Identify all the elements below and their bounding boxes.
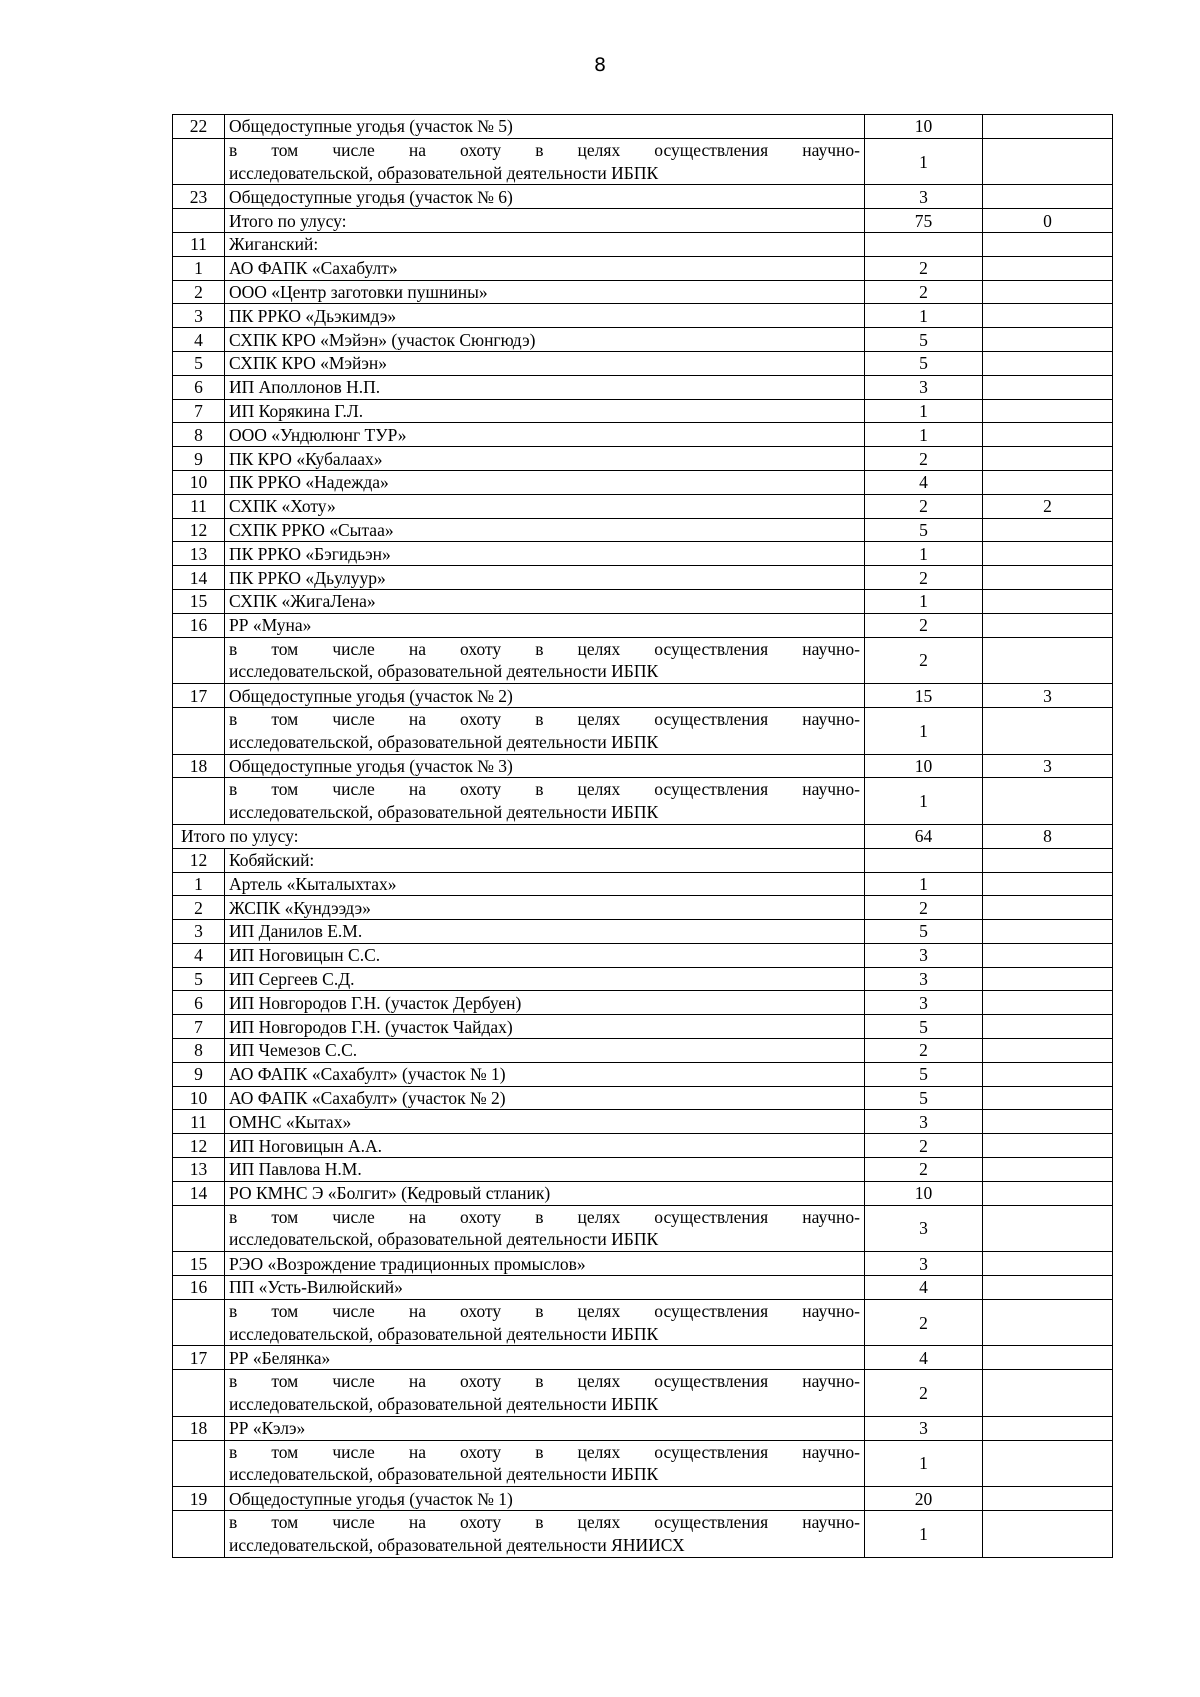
row-number: 1 (173, 872, 225, 896)
row-value-1: 5 (865, 518, 983, 542)
row-number: 16 (173, 1276, 225, 1300)
row-name: ИП Сергеев С.Д. (225, 967, 865, 991)
row-name: ПК РРКО «Дьулуур» (225, 566, 865, 590)
row-number: 5 (173, 351, 225, 375)
subtext-line-2: исследовательской, образовательной деятельности ИБПК (229, 1394, 659, 1415)
row-value-2 (983, 351, 1113, 375)
row-value-2: 0 (983, 209, 1113, 233)
row-name: РР «Кэлэ» (225, 1416, 865, 1440)
table-row (173, 328, 1113, 352)
row-number: 17 (173, 684, 225, 708)
row-value-1: 20 (865, 1487, 983, 1511)
table-subrow (173, 707, 1113, 754)
row-name: ИП Аполлонов Н.П. (225, 375, 865, 399)
table-row (173, 1062, 1113, 1086)
row-value-1: 3 (865, 375, 983, 399)
table-row (173, 375, 1113, 399)
row-subtext (225, 637, 865, 684)
row-name: Итого по улусу: (225, 209, 865, 233)
row-number: 6 (173, 375, 225, 399)
row-number (173, 1205, 225, 1252)
table-row (173, 185, 1113, 209)
row-value-1: 3 (865, 1252, 983, 1276)
subtext-line-1: в том числе на охоту в целях осуществления научно- (229, 1371, 860, 1392)
row-number: 4 (173, 943, 225, 967)
row-name: Артель «Кыталыхтах» (225, 872, 865, 896)
row-value-2 (983, 280, 1113, 304)
subtext-line-1: в том числе на охоту в целях осуществления научно- (229, 139, 860, 160)
row-number: 7 (173, 1015, 225, 1039)
row-value-2 (983, 1039, 1113, 1063)
row-name: ЖСПК «Кундээдэ» (225, 896, 865, 920)
row-name: СХПК КРО «Мэйэн» (225, 351, 865, 375)
row-value-1: 3 (865, 967, 983, 991)
row-value-2 (983, 518, 1113, 542)
row-name: РЭО «Возрождение традиционных промыслов» (225, 1252, 865, 1276)
table-row (173, 1416, 1113, 1440)
row-number: 22 (173, 115, 225, 139)
row-value-2 (983, 1015, 1113, 1039)
table-row (173, 1276, 1113, 1300)
table-row (173, 589, 1113, 613)
quota-table (172, 114, 1113, 1558)
row-value-2 (983, 1205, 1113, 1252)
row-value-2 (983, 920, 1113, 944)
row-value-1: 2 (865, 1039, 983, 1063)
row-number: 11 (173, 494, 225, 518)
row-value-1 (865, 848, 983, 872)
row-number (173, 1370, 225, 1417)
row-value-1: 75 (865, 209, 983, 233)
row-name: Общедоступные угодья (участок № 2) (225, 684, 865, 708)
row-value-2 (983, 115, 1113, 139)
table-row (173, 399, 1113, 423)
row-value-1: 2 (865, 896, 983, 920)
row-value-1 (865, 232, 983, 256)
table-subrow (173, 1511, 1113, 1558)
table-row (173, 1252, 1113, 1276)
row-number (173, 1440, 225, 1487)
row-subtext (225, 1299, 865, 1346)
row-value-1: 4 (865, 470, 983, 494)
row-value-1: 5 (865, 920, 983, 944)
row-value-1: 5 (865, 351, 983, 375)
row-subtext (225, 138, 865, 185)
subtext-line-1: в том числе на охоту в целях осуществления научно- (229, 1206, 860, 1227)
row-number: 23 (173, 185, 225, 209)
row-value-1: 1 (865, 423, 983, 447)
row-name: СХПК «ЖигаЛена» (225, 589, 865, 613)
row-number: 5 (173, 967, 225, 991)
row-value-1: 2 (865, 1370, 983, 1417)
row-name: ООО «Центр заготовки пушнины» (225, 280, 865, 304)
row-value-1: 2 (865, 256, 983, 280)
row-name: ПК РРКО «Дьэкимдэ» (225, 304, 865, 328)
row-value-1: 2 (865, 494, 983, 518)
row-name: ПК РРКО «Бэгидьэн» (225, 542, 865, 566)
row-subtext (225, 707, 865, 754)
row-value-2 (983, 1511, 1113, 1558)
row-subtext (225, 1370, 865, 1417)
table-row (173, 1346, 1113, 1370)
row-number: 17 (173, 1346, 225, 1370)
table-row (173, 232, 1113, 256)
row-value-1: 4 (865, 1346, 983, 1370)
table-subrow (173, 1440, 1113, 1487)
row-name: РР «Белянка» (225, 1346, 865, 1370)
row-value-1: 1 (865, 1440, 983, 1487)
table-row (173, 542, 1113, 566)
row-value-2 (983, 1416, 1113, 1440)
row-value-2 (983, 1276, 1113, 1300)
row-number (173, 637, 225, 684)
row-value-1: 1 (865, 399, 983, 423)
row-value-1: 5 (865, 1062, 983, 1086)
row-value-1: 5 (865, 1015, 983, 1039)
table-subrow (173, 138, 1113, 185)
row-value-1: 10 (865, 115, 983, 139)
row-value-2 (983, 613, 1113, 637)
row-value-1: 2 (865, 1299, 983, 1346)
row-value-2 (983, 185, 1113, 209)
row-value-1: 2 (865, 566, 983, 590)
subtext-line-2: исследовательской, образовательной деятельности ЯНИИСХ (229, 1534, 685, 1555)
row-value-1: 64 (865, 824, 983, 848)
row-name: Жиганский: (225, 232, 865, 256)
row-value-2 (983, 470, 1113, 494)
row-number: 15 (173, 589, 225, 613)
row-value-2 (983, 542, 1113, 566)
table-row (173, 447, 1113, 471)
table-subrow (173, 1205, 1113, 1252)
row-number: 3 (173, 304, 225, 328)
subtext-line-2: исследовательской, образовательной деятельности ИБПК (229, 731, 659, 752)
table-row (173, 967, 1113, 991)
row-name: Общедоступные угодья (участок № 6) (225, 185, 865, 209)
row-value-2 (983, 375, 1113, 399)
row-number: 2 (173, 896, 225, 920)
row-value-2 (983, 1252, 1113, 1276)
row-value-2 (983, 1487, 1113, 1511)
table-row (173, 256, 1113, 280)
row-name: ИП Данилов Е.М. (225, 920, 865, 944)
subtext-line-2: исследовательской, образовательной деятельности ИБПК (229, 661, 659, 682)
row-name: ИП Чемезов С.С. (225, 1039, 865, 1063)
table-row (173, 1110, 1113, 1134)
row-value-2 (983, 848, 1113, 872)
subtext-line-1: в том числе на охоту в целях осуществления научно- (229, 1512, 860, 1533)
row-name: ИП Новгородов Г.Н. (участок Чайдах) (225, 1015, 865, 1039)
table-row (173, 566, 1113, 590)
row-value-2 (983, 872, 1113, 896)
row-value-1: 2 (865, 280, 983, 304)
row-value-1: 10 (865, 754, 983, 778)
row-name: ИП Корякина Г.Л. (225, 399, 865, 423)
row-name: ПП «Усть-Вилюйский» (225, 1276, 865, 1300)
row-name: АО ФАПК «Сахабулт» (участок № 2) (225, 1086, 865, 1110)
row-value-2 (983, 896, 1113, 920)
row-number (173, 138, 225, 185)
table-row (173, 423, 1113, 447)
row-value-1: 3 (865, 991, 983, 1015)
row-name: РР «Муна» (225, 613, 865, 637)
row-value-2 (983, 967, 1113, 991)
row-number (173, 1511, 225, 1558)
row-value-2 (983, 943, 1113, 967)
row-value-2 (983, 778, 1113, 825)
row-value-2 (983, 707, 1113, 754)
row-name: Кобяйский: (225, 848, 865, 872)
row-name: ИП Ноговицын А.А. (225, 1134, 865, 1158)
table-row (173, 920, 1113, 944)
row-value-2: 3 (983, 754, 1113, 778)
row-value-2 (983, 1299, 1113, 1346)
row-value-2 (983, 1158, 1113, 1182)
table-row (173, 943, 1113, 967)
subtext-line-1: в том числе на охоту в целях осуществления научно- (229, 638, 860, 659)
table-row (173, 470, 1113, 494)
table-row (173, 304, 1113, 328)
table-row (173, 518, 1113, 542)
table-row (173, 1158, 1113, 1182)
table-row (173, 848, 1113, 872)
row-value-2 (983, 399, 1113, 423)
row-value-2 (983, 232, 1113, 256)
row-name: ИП Павлова Н.М. (225, 1158, 865, 1182)
row-number: 4 (173, 328, 225, 352)
row-name: ИП Ноговицын С.С. (225, 943, 865, 967)
row-value-1: 1 (865, 778, 983, 825)
row-name: АО ФАПК «Сахабулт» (участок № 1) (225, 1062, 865, 1086)
table-row (173, 1086, 1113, 1110)
row-value-1: 3 (865, 1416, 983, 1440)
row-value-1: 3 (865, 1205, 983, 1252)
row-value-1: 2 (865, 637, 983, 684)
row-value-1: 1 (865, 1511, 983, 1558)
row-value-1: 1 (865, 589, 983, 613)
subtext-line-2: исследовательской, образовательной деятельности ИБПК (229, 1464, 659, 1485)
row-number: 6 (173, 991, 225, 1015)
row-value-1: 3 (865, 943, 983, 967)
subtext-line-2: исследовательской, образовательной деятельности ИБПК (229, 802, 659, 823)
row-value-2: 2 (983, 494, 1113, 518)
table-row (173, 613, 1113, 637)
row-number: 13 (173, 542, 225, 566)
table-row (173, 115, 1113, 139)
table-subrow (173, 1299, 1113, 1346)
table-body (173, 115, 1113, 1558)
row-value-2 (983, 1062, 1113, 1086)
row-value-2 (983, 566, 1113, 590)
row-name: ПК КРО «Кубалаах» (225, 447, 865, 471)
table-row (173, 1039, 1113, 1063)
row-value-1: 1 (865, 138, 983, 185)
row-value-1: 4 (865, 1276, 983, 1300)
row-value-1: 10 (865, 1181, 983, 1205)
row-value-2 (983, 328, 1113, 352)
row-name: РО КМНС Э «Болгит» (Кедровый стланик) (225, 1181, 865, 1205)
table-row (173, 1487, 1113, 1511)
row-value-1: 2 (865, 1158, 983, 1182)
subtext-line-1: в том числе на охоту в целях осуществления научно- (229, 1300, 860, 1321)
row-value-2 (983, 1370, 1113, 1417)
table-row (173, 494, 1113, 518)
row-value-2 (983, 447, 1113, 471)
row-number: 18 (173, 1416, 225, 1440)
table-row (173, 872, 1113, 896)
subtext-line-2: исследовательской, образовательной деятельности ИБПК (229, 162, 659, 183)
row-subtext (225, 1440, 865, 1487)
row-name: СХПК «Хоту» (225, 494, 865, 518)
row-number: 2 (173, 280, 225, 304)
row-value-1: 1 (865, 304, 983, 328)
row-value-2 (983, 637, 1113, 684)
table-row (173, 896, 1113, 920)
row-number: 12 (173, 848, 225, 872)
row-value-2 (983, 1086, 1113, 1110)
row-value-1: 2 (865, 613, 983, 637)
table-row (173, 209, 1113, 233)
row-value-2 (983, 1181, 1113, 1205)
row-value-2 (983, 1346, 1113, 1370)
table-subrow (173, 778, 1113, 825)
row-number: 8 (173, 1039, 225, 1063)
row-value-1: 15 (865, 684, 983, 708)
row-number: 16 (173, 613, 225, 637)
row-number: 11 (173, 1110, 225, 1134)
row-name: АО ФАПК «Сахабулт» (225, 256, 865, 280)
row-number: 10 (173, 470, 225, 494)
table-row (173, 1134, 1113, 1158)
subtext-line-1: в том числе на охоту в целях осуществления научно- (229, 779, 860, 800)
subtext-line-1: в том числе на охоту в целях осуществления научно- (229, 1441, 860, 1462)
row-number: 10 (173, 1086, 225, 1110)
row-value-2 (983, 1110, 1113, 1134)
table-row (173, 991, 1113, 1015)
table-total-row (173, 824, 1113, 848)
table-row (173, 280, 1113, 304)
row-name: Общедоступные угодья (участок № 1) (225, 1487, 865, 1511)
row-value-1: 5 (865, 1086, 983, 1110)
row-number: 9 (173, 447, 225, 471)
row-subtext (225, 778, 865, 825)
row-value-1: 1 (865, 872, 983, 896)
row-number: 12 (173, 1134, 225, 1158)
row-value-2 (983, 304, 1113, 328)
row-value-2 (983, 423, 1113, 447)
row-subtext (225, 1205, 865, 1252)
table-row (173, 1015, 1113, 1039)
subtext-line-2: исследовательской, образовательной деятельности ИБПК (229, 1229, 659, 1250)
row-number: 19 (173, 1487, 225, 1511)
row-value-1: 3 (865, 1110, 983, 1134)
row-number: 14 (173, 566, 225, 590)
row-number: 9 (173, 1062, 225, 1086)
row-value-1: 1 (865, 707, 983, 754)
row-number: 3 (173, 920, 225, 944)
row-number: 8 (173, 423, 225, 447)
row-value-2: 8 (983, 824, 1113, 848)
row-number (173, 1299, 225, 1346)
row-number (173, 209, 225, 233)
row-value-2 (983, 1440, 1113, 1487)
row-number: 15 (173, 1252, 225, 1276)
row-value-2: 3 (983, 684, 1113, 708)
row-number: 13 (173, 1158, 225, 1182)
row-number: 1 (173, 256, 225, 280)
row-value-1: 1 (865, 542, 983, 566)
row-value-2 (983, 256, 1113, 280)
row-name: СХПК КРО «Мэйэн» (участок Сюнгюдэ) (225, 328, 865, 352)
row-value-2 (983, 1134, 1113, 1158)
row-name: Общедоступные угодья (участок № 3) (225, 754, 865, 778)
table-subrow (173, 637, 1113, 684)
row-name: Общедоступные угодья (участок № 5) (225, 115, 865, 139)
row-value-2 (983, 589, 1113, 613)
subtext-line-1: в том числе на охоту в целях осуществления научно- (229, 708, 860, 729)
row-number (173, 778, 225, 825)
row-number: 12 (173, 518, 225, 542)
row-name: ИП Новгородов Г.Н. (участок Дербуен) (225, 991, 865, 1015)
row-value-1: 2 (865, 447, 983, 471)
table-row (173, 351, 1113, 375)
table-row (173, 1181, 1113, 1205)
row-number: 7 (173, 399, 225, 423)
row-name: ООО «Ундюлюнг ТУР» (225, 423, 865, 447)
row-number (173, 707, 225, 754)
row-value-2 (983, 138, 1113, 185)
row-value-1: 5 (865, 328, 983, 352)
row-name: СХПК РРКО «Сытаа» (225, 518, 865, 542)
row-number: 11 (173, 232, 225, 256)
row-name: Итого по улусу: (173, 824, 865, 848)
row-value-1: 3 (865, 185, 983, 209)
row-subtext (225, 1511, 865, 1558)
row-number: 14 (173, 1181, 225, 1205)
table-subrow (173, 1370, 1113, 1417)
row-value-1: 2 (865, 1134, 983, 1158)
row-name: ОМНС «Кытах» (225, 1110, 865, 1134)
page-number: 8 (593, 54, 607, 76)
row-number: 18 (173, 754, 225, 778)
row-name: ПК РРКО «Надежда» (225, 470, 865, 494)
table-row (173, 754, 1113, 778)
row-value-2 (983, 991, 1113, 1015)
subtext-line-2: исследовательской, образовательной деятельности ИБПК (229, 1323, 659, 1344)
table-row (173, 684, 1113, 708)
